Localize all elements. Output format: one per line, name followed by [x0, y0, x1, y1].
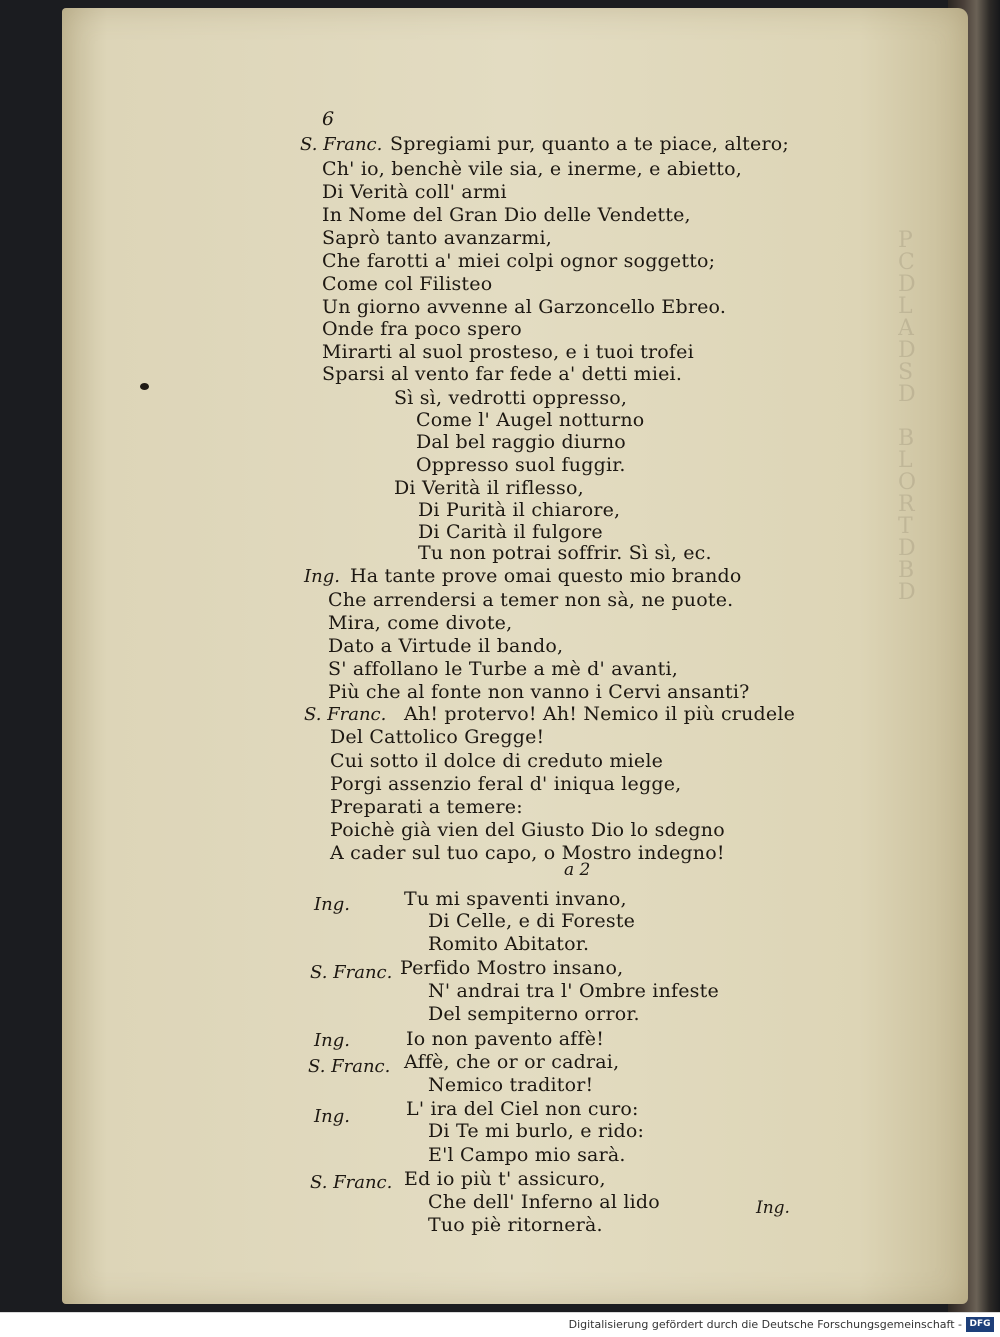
dfg-logo-icon: DFG	[966, 1317, 994, 1332]
verse-line: Che dell' Inferno al lido	[428, 1191, 660, 1213]
verse-line: Di Te mi burlo, e rido:	[428, 1120, 645, 1142]
verse-line: Perfido Mostro insano,	[400, 957, 624, 979]
signature-mark: a 2	[564, 860, 591, 880]
verse-line: Sparsi al vento far fede a' detti miei.	[322, 363, 683, 385]
verse-line: N' andrai tra l' Ombre infeste	[428, 980, 719, 1002]
verse-line: Del sempiterno orror.	[428, 1003, 640, 1025]
verse-line: Saprò tanto avanzarmi,	[322, 227, 552, 249]
verse-line: Spregiami pur, quanto a te piace, altero;	[390, 133, 789, 155]
verse-line: Sì sì, vedrotti oppresso,	[394, 387, 628, 409]
verse-line: Poichè già vien del Giusto Dio lo sdegno	[330, 819, 725, 841]
verse-line: Di Celle, e di Foreste	[428, 910, 636, 932]
verse-line: Tu mi spaventi invano,	[404, 888, 627, 910]
verse-line: Onde fra poco spero	[322, 318, 522, 340]
verse-line: Oppresso suol fuggir.	[416, 454, 626, 476]
verse-line: Affè, che or or cadrai,	[404, 1051, 620, 1073]
verse-line: Di Verità coll' armi	[322, 181, 507, 203]
verse-line: Mira, come divote,	[328, 612, 513, 634]
verse-line: In Nome del Gran Dio delle Vendette,	[322, 204, 691, 226]
verse-line: Ch' io, benchè vile sia, e inerme, e abietto,	[322, 158, 742, 180]
verse-line: Di Verità il riflesso,	[394, 477, 584, 499]
verse-line: Che farotti a' miei colpi ognor soggetto;	[322, 250, 716, 272]
speaker-label: Ing.	[314, 894, 350, 915]
footer-bar	[0, 1312, 1000, 1337]
verse-line: Che arrendersi a temer non sà, ne puote.	[328, 589, 734, 611]
ink-stain	[140, 383, 149, 390]
verse-line: Di Carità il fulgore	[418, 521, 603, 543]
verse-line: Dato a Virtude il bando,	[328, 635, 564, 657]
speaker-label: S. Franc.	[304, 704, 387, 725]
verse-line: Di Purità il chiarore,	[418, 499, 621, 521]
speaker-label: Ing.	[304, 566, 340, 587]
speaker-label: Ing.	[314, 1106, 350, 1127]
verse-line: Cui sotto il dolce di creduto miele	[330, 750, 664, 772]
show-through-text: P C D L A D S D B L O R T D B D	[898, 230, 917, 605]
verse-line: A cader sul tuo capo, o Mostro indegno!	[330, 842, 725, 864]
verse-line: Del Cattolico Gregge!	[330, 726, 545, 748]
catchword: Ing.	[756, 1198, 790, 1218]
footer-credit: Digitalisierung gefördert durch die Deutsche Forschungsgemeinschaft -	[568, 1318, 962, 1331]
speaker-label: Ing.	[314, 1030, 350, 1051]
speaker-label: S. Franc.	[308, 1056, 391, 1077]
verse-line: Preparati a temere:	[330, 796, 523, 818]
speaker-label: S. Franc.	[310, 962, 393, 983]
verse-line: Porgi assenzio feral d' iniqua legge,	[330, 773, 682, 795]
verse-line: L' ira del Ciel non curo:	[406, 1098, 639, 1120]
verse-line: Come l' Augel notturno	[416, 409, 645, 431]
verse-line: Nemico traditor!	[428, 1074, 594, 1096]
verse-line: E'l Campo mio sarà.	[428, 1144, 626, 1166]
verse-line: Ha tante prove omai questo mio brando	[350, 565, 742, 587]
verse-line: S' affollano le Turbe a mè d' avanti,	[328, 658, 678, 680]
verse-line: Io non pavento affè!	[406, 1028, 605, 1050]
verse-line: Ed io più t' assicuro,	[404, 1168, 606, 1190]
verse-line: Mirarti al suol prosteso, e i tuoi trofei	[322, 341, 694, 363]
verse-line: Un giorno avvenne al Garzoncello Ebreo.	[322, 296, 727, 318]
verse-line: Tuo piè ritornerà.	[428, 1214, 603, 1236]
verse-line: Tu non potrai soffrir. Sì sì, ec.	[418, 542, 712, 564]
speaker-label: S. Franc.	[310, 1172, 393, 1193]
verse-line: Romito Abitator.	[428, 933, 590, 955]
verse-line: Ah! protervo! Ah! Nemico il più crudele	[404, 703, 796, 725]
verse-line: Più che al fonte non vanno i Cervi ansanti?	[328, 681, 750, 703]
page-number: 6	[322, 108, 335, 130]
speaker-label: S. Franc.	[300, 134, 383, 155]
verse-line: Dal bel raggio diurno	[416, 431, 626, 453]
verse-line: Come col Filisteo	[322, 273, 493, 295]
